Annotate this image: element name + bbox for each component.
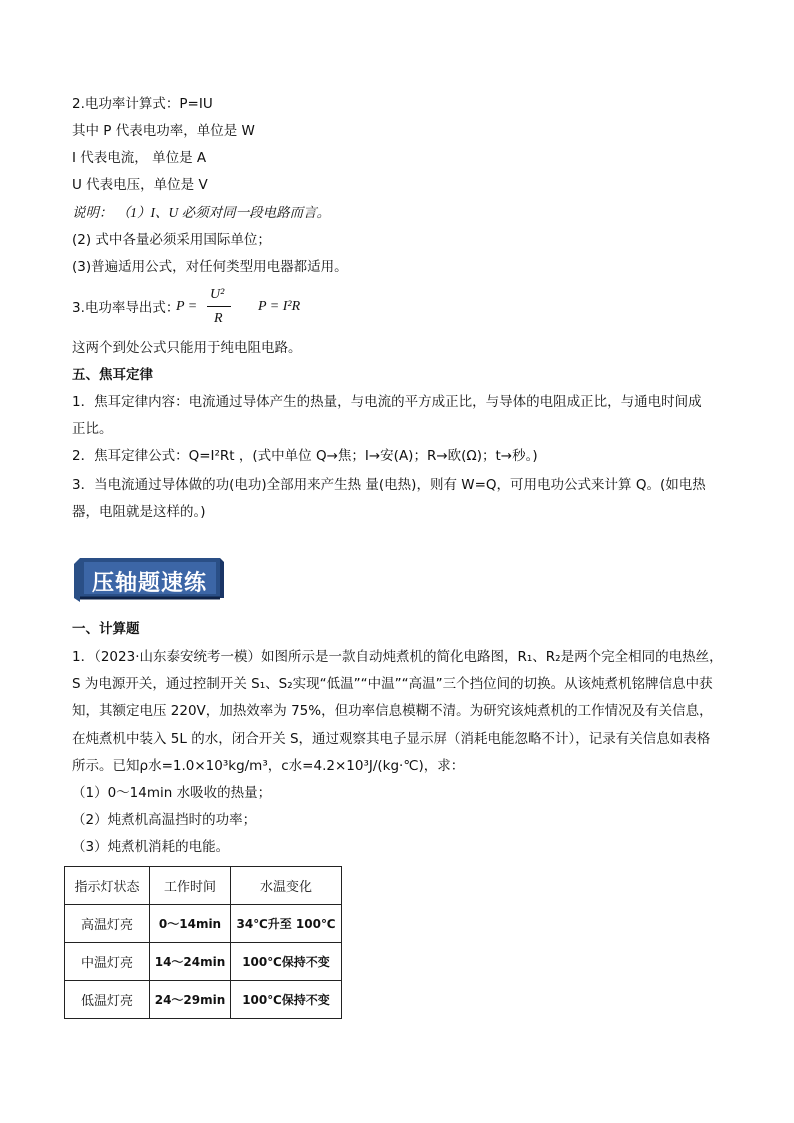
problems-heading: 一、计算题 [72, 621, 140, 637]
question-1: （1）0～14min 水吸收的热量； [72, 785, 272, 801]
table-row [65, 981, 342, 1019]
table-header-cell: 水温变化 [231, 867, 342, 905]
p-definition-line: 其中 P 代表电功率，单位是 W [72, 123, 255, 139]
u-definition-line: U 代表电压，单位是 V [72, 177, 208, 193]
question-3: （3）炖煮机消耗的电能。 [72, 839, 230, 855]
derived-label: 3.电功率导出式： [72, 300, 180, 316]
joule-item-3b: 器，电阻就是这样的。) [72, 504, 206, 520]
table-header-row [65, 867, 342, 905]
table-row [65, 943, 342, 981]
question-2: （2）炖煮机高温挡时的功率； [72, 812, 257, 828]
table-cell: 14～24min [150, 943, 231, 981]
data-table [64, 866, 342, 1019]
power-formula-line: 2.电功率计算式：P=IU [72, 96, 213, 112]
table-header-cell: 工作时间 [150, 867, 231, 905]
problem-1-line-5: 所示。已知ρ水=1.0×10³kg/m³，c水=4.2×10³J/(kg·℃)，求： [72, 758, 465, 774]
derived-formula-2: P = I²R [258, 299, 301, 314]
note-label: 说明： [72, 205, 113, 220]
table-cell: 100℃保持不变 [231, 943, 342, 981]
table-header-cell: 指示灯状态 [65, 867, 150, 905]
table-cell: 低温灯亮 [65, 981, 150, 1019]
table-cell: 中温灯亮 [65, 943, 150, 981]
derived-formula-1-left: P = [176, 299, 198, 314]
derived-formula-1-numerator: U² [210, 287, 225, 302]
note-1-text: （1）I、U 必须对同一段电路而言。 [116, 205, 331, 220]
problem-1-line-1: 1．（2023·山东泰安统考一模）如图所示是一款自动炖煮机的简化电路图，R₁、R₂是两个完全相同的电热丝， [72, 649, 723, 665]
table-row [65, 905, 342, 943]
joule-heading: 五、焦耳定律 [72, 367, 153, 383]
problem-1-line-4: 在炖煮机中装入 5L 的水，闭合开关 S，通过观察其电子显示屏（消耗电能忽略不计），记录有关信息如表格 [72, 731, 711, 747]
problem-1-line-3: 知，其额定电压 220V，加热效率为 75%，但功率信息模糊不清。为研究该炖煮机的工作情况及有关信息， [72, 703, 713, 719]
table-cell: 34℃升至 100℃ [231, 905, 342, 943]
note-2-line: (2) 式中各量必须采用国际单位； [72, 232, 271, 248]
joule-item-3a: 3．当电流通过导体做的功(电功)全部用来产生热 量(电热)，则有 W=Q，可用电功公式来计算 Q。(如电热 [72, 477, 706, 493]
problem-1-line-2: S 为电源开关，通过控制开关 S₁、S₂实现“低温”“中温”“高温”三个挡位间的切换。从该炖煮机铭牌信息中获 [72, 676, 713, 692]
joule-item-1a: 1．焦耳定律内容：电流通过导体产生的热量，与电流的平方成正比，与导体的电阻成正比，与通电时间成 [72, 394, 702, 410]
section-banner [74, 554, 224, 602]
fraction-bar [207, 306, 231, 307]
derived-note: 这两个到处公式只能用于纯电阻电路。 [72, 340, 302, 356]
joule-item-1b: 正比。 [72, 421, 113, 437]
table-cell: 100℃保持不变 [231, 981, 342, 1019]
note-1-line [72, 204, 330, 222]
table-cell: 高温灯亮 [65, 905, 150, 943]
banner-text: 压轴题速练 [92, 571, 208, 596]
i-definition-line: I 代表电流， 单位是 A [72, 150, 207, 166]
table-cell: 0～14min [150, 905, 231, 943]
derived-formula-1-denominator: R [214, 311, 223, 326]
note-3-line: (3)普遍适用公式，对任何类型用电器都适用。 [72, 259, 348, 275]
table-cell: 24～29min [150, 981, 231, 1019]
joule-item-2: 2．焦耳定律公式：Q=I²Rt ，(式中单位 Q→焦；I→安(A)；R→欧(Ω)；t→秒。) [72, 448, 538, 464]
